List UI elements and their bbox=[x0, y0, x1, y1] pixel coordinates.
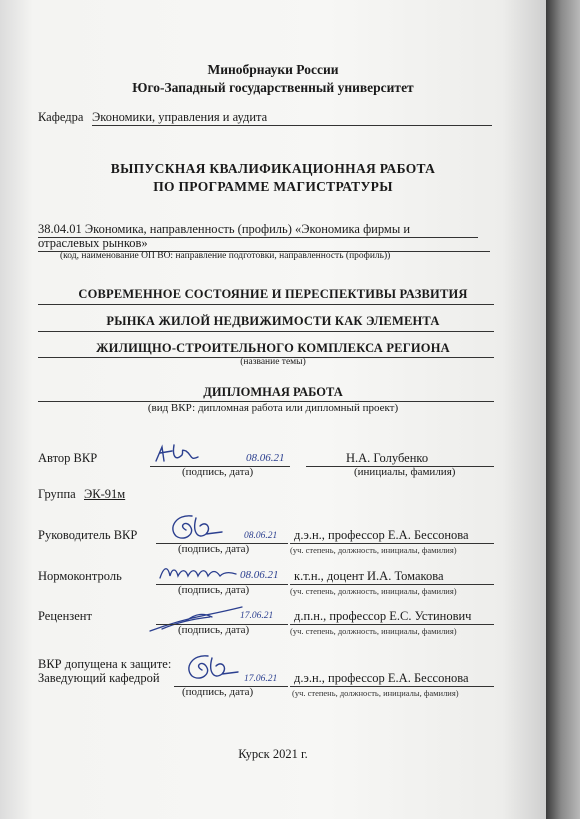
reviewer-name-underline bbox=[290, 624, 494, 625]
normcontrol-name-caption: (уч. степень, должность, инициалы, фамилия) bbox=[290, 586, 457, 596]
supervisor-signature bbox=[162, 510, 232, 546]
admission-label: ВКР допущена к защите: bbox=[38, 657, 172, 671]
author-sign-caption: (подпись, дата) bbox=[182, 466, 254, 478]
normcontrol-label: Нормоконтроль bbox=[38, 569, 122, 583]
work-type-line-1: ВЫПУСКНАЯ КВАЛИФИКАЦИОННАЯ РАБОТА bbox=[110, 161, 436, 176]
reviewer-sign-caption: (подпись, дата) bbox=[178, 624, 250, 636]
admission-name-caption: (уч. степень, должность, инициалы, фамилия) bbox=[292, 688, 459, 698]
author-name-caption: (инициалы, фамилия) bbox=[354, 466, 456, 478]
department-name: Экономики, управления и аудита bbox=[92, 110, 268, 124]
city-year: Курск 2021 г. bbox=[238, 747, 308, 761]
admission-sign-caption: (подпись, дата) bbox=[182, 686, 254, 698]
work-type-line-2: ПО ПРОГРАММЕ МАГИСТРАТУРЫ bbox=[153, 179, 393, 194]
admission-signature bbox=[180, 650, 244, 686]
topic-line-1: СОВРЕМЕННОЕ СОСТОЯНИЕ И ПЕРЕСПЕКТИВЫ РАЗВИТИЯ bbox=[78, 287, 468, 301]
topic-line-3: ЖИЛИЩНО-СТРОИТЕЛЬНОГО КОМПЛЕКСА РЕГИОНА bbox=[96, 341, 450, 355]
department-underline bbox=[92, 125, 492, 126]
vkr-kind-value: ДИПЛОМНАЯ РАБОТА bbox=[203, 385, 343, 399]
admission-name-underline bbox=[290, 686, 494, 687]
reviewer-name-caption: (уч. степень, должность, инициалы, фамилия) bbox=[290, 626, 457, 636]
supervisor-name: д.э.н., профессор Е.А. Бессонова bbox=[294, 528, 469, 542]
author-sign-date: 08.06.21 bbox=[246, 452, 285, 464]
program-caption: (код, наименование ОП ВО: направление подготовки, направленность (профиль)) bbox=[60, 251, 391, 261]
topic-underline-2 bbox=[38, 331, 494, 332]
supervisor-label: Руководитель ВКР bbox=[38, 528, 138, 542]
program-line-1: 38.04.01 Экономика, направленность (профиль) «Экономика фирмы и bbox=[38, 222, 411, 236]
topic-line-2: РЫНКА ЖИЛОЙ НЕДВИЖИМОСТИ КАК ЭЛЕМЕНТА bbox=[106, 314, 440, 328]
admission-name: д.э.н., профессор Е.А. Бессонова bbox=[294, 671, 469, 685]
ministry-name: Минобрнауки России bbox=[207, 62, 339, 77]
admission-sign-date: 17.06.21 bbox=[244, 674, 278, 684]
supervisor-sign-caption: (подпись, дата) bbox=[178, 543, 250, 555]
reviewer-sign-date: 17.06.21 bbox=[240, 611, 274, 621]
author-label: Автор ВКР bbox=[38, 451, 98, 465]
group-label: Группа bbox=[38, 487, 76, 501]
group-value: ЭК-91м bbox=[84, 487, 126, 501]
topic-caption: (название темы) bbox=[240, 357, 306, 367]
supervisor-sign-date: 08.06.21 bbox=[244, 531, 278, 541]
author-signature bbox=[150, 441, 210, 467]
normcontrol-signature bbox=[156, 560, 238, 584]
head-of-department-label: Заведующий кафедрой bbox=[38, 671, 160, 685]
reviewer-name: д.п.н., профессор Е.С. Устинович bbox=[294, 609, 472, 623]
supervisor-name-underline bbox=[290, 543, 494, 544]
normcontrol-name-underline bbox=[290, 584, 494, 585]
normcontrol-name: к.т.н., доцент И.А. Томакова bbox=[294, 569, 444, 583]
normcontrol-sign-date: 08.06.21 bbox=[240, 569, 279, 581]
vkr-kind-caption: (вид ВКР: дипломная работа или дипломный проект) bbox=[147, 402, 399, 414]
binding-shadow bbox=[546, 0, 580, 819]
program-line-2: отраслевых рынков» bbox=[38, 236, 148, 250]
topic-underline-1 bbox=[38, 304, 494, 305]
reviewer-label: Рецензент bbox=[38, 609, 92, 623]
author-name: Н.А. Голубенко bbox=[346, 451, 429, 465]
normcontrol-sign-caption: (подпись, дата) bbox=[178, 584, 250, 596]
supervisor-name-caption: (уч. степень, должность, инициалы, фамилия) bbox=[290, 545, 457, 555]
department-label: Кафедра bbox=[38, 110, 84, 124]
university-name: Юго-Западный государственный университет bbox=[132, 80, 414, 95]
